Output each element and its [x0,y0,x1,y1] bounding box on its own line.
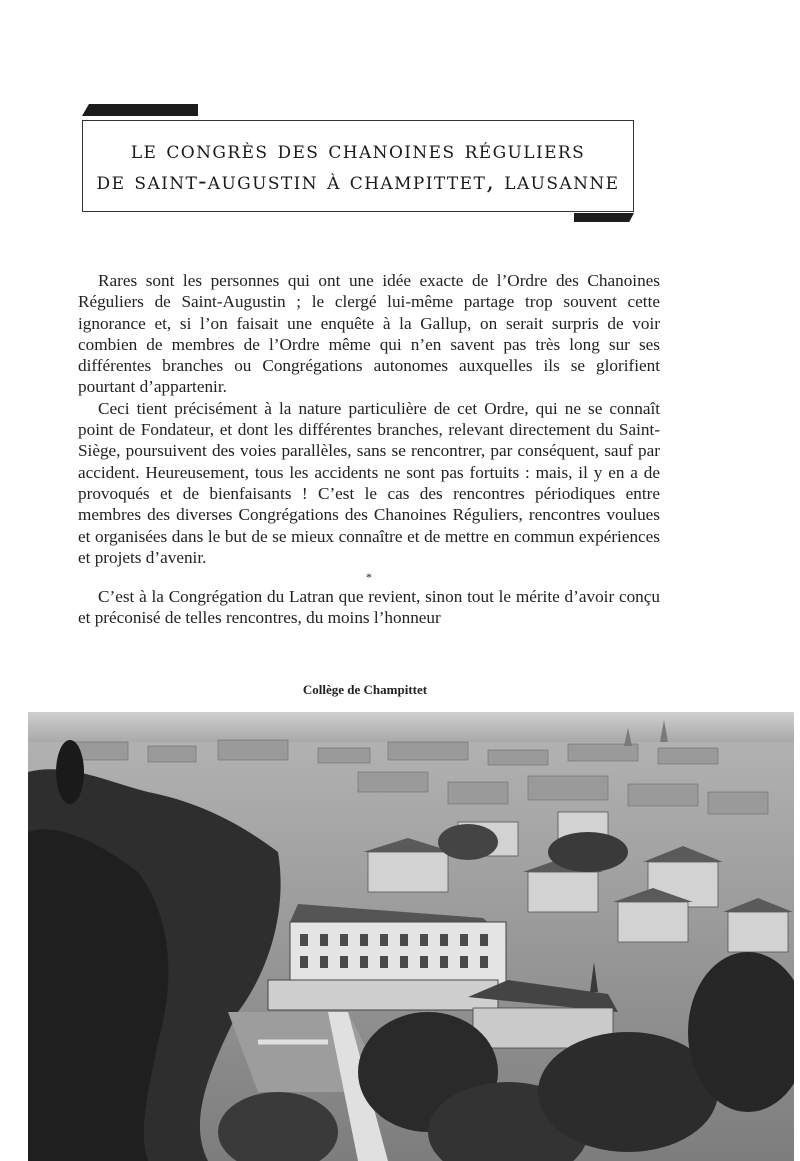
section-separator: * [366,570,372,585]
paragraph-2: Ceci tient précisément à la nature particulière de cet Ordre, qui ne se connaît point de Fondateur, et dont les différentes branches, relevant directement du Saint-Siège, poursuivent des voies parallèles, sans se rencontrer, par conséquent, sauf par accident. Heureusement, tous les accidents ne sont pas fortuits : mais, il y en a de provoqués et de bienfaisants ! C’est le cas des rencontres périodiques entre membres des diverses Congrégations des Chanoines Réguliers, rencontres voulues et organisées dans le but de se mieux connaître et de mettre en commun expériences et projets d’avenir. [78,398,660,567]
title-line-2: de saint-augustin à champittet, lausanne [96,167,620,195]
title-line-1: le congrès des chanoines réguliers [130,136,586,164]
paragraph-1: Rares sont les personnes qui ont une idée exacte de l’Ordre des Chanoines Réguliers de Saint-Augustin ; le clergé lui-même partage trop souvent cette ignorance et, si l’on faisait une enquête à la Gallup, on serait surpris de voir combien de membres de l’Ordre même qui n’en savent pas très long sur ses différentes branches ou Congrégations autonomes auxquelles ils se glorifient pourtant d’appartenir. [78,271,660,397]
college-building [268,904,506,1010]
photo-caption: Collège de Champittet [302,682,428,697]
title-rule-top [82,104,198,116]
title-box [82,120,634,212]
title-rule-bottom [574,213,634,222]
paragraph-3: C’est à la Congrégation du Latran que revient, sinon tout le mérite d’avoir conçu et préconisé de telles rencontres, du moins l’honneur [78,587,660,628]
article-body [78,270,660,629]
photo-illustration [28,712,794,1161]
title-banner [82,104,634,222]
aerial-photo-champittet [28,712,794,1161]
